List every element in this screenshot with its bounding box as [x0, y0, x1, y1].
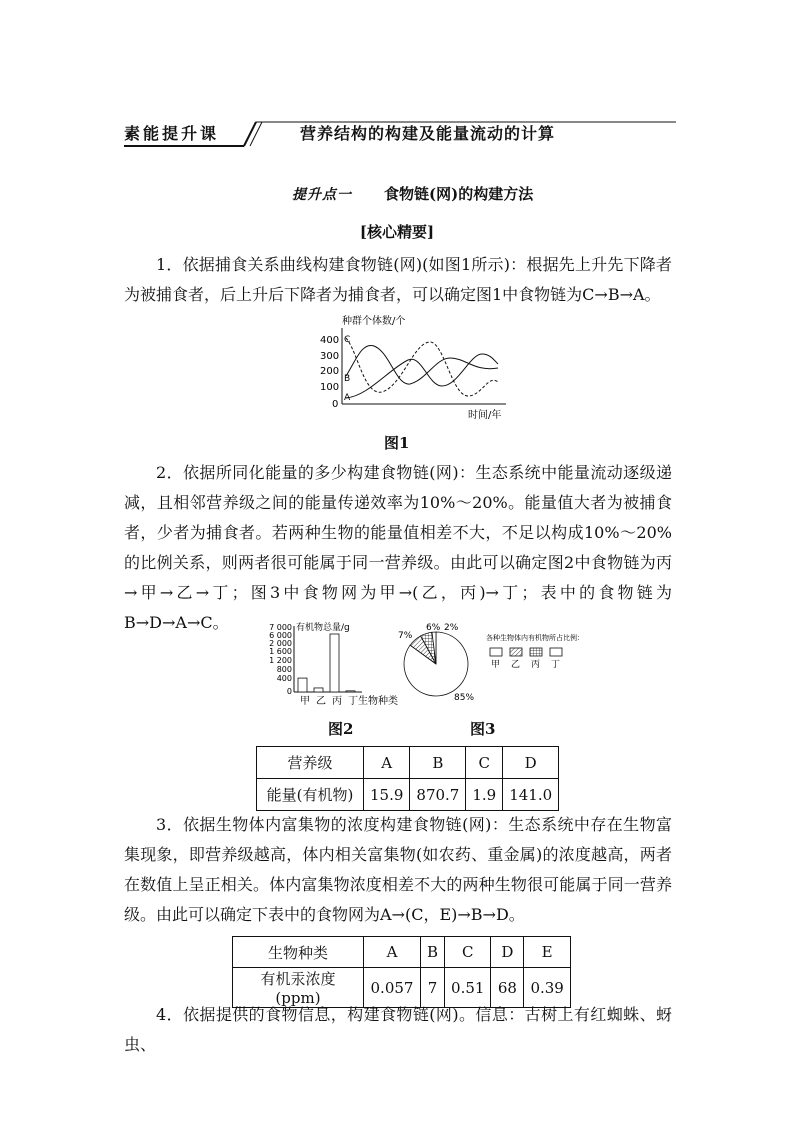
paragraph-3: 3．依据生物体内富集物的浓度构建食物链(网)：生态系统中存在生物富集现象，即营养级越高，体内相关富集物(如农药、重金属)的浓度越高，两者在数值上呈正相关。体内富集物浓度相差不大的两种生物很可能属于同一营养级。	[124, 815, 672, 924]
table-cell: 营养级	[257, 747, 364, 779]
fig3-legend-yi: 乙	[511, 660, 521, 670]
table-cell: 15.9	[364, 779, 410, 811]
table-cell: B	[421, 937, 445, 968]
table-cell: B	[410, 747, 466, 779]
fig2-ytick: 2 000	[269, 639, 292, 648]
fig2-cat-ding: 丁	[348, 696, 358, 707]
table-cell: A	[364, 747, 410, 779]
fig2-ytick: 400	[276, 674, 292, 683]
energy-table	[256, 746, 559, 811]
table-cell: 生物种类	[233, 937, 364, 968]
table-cell: D	[491, 937, 524, 968]
table-cell: 0.51	[445, 968, 491, 1008]
table-row	[257, 779, 559, 811]
table-cell: A	[364, 937, 421, 968]
fig3-legend-swatch-ding	[550, 648, 562, 656]
fig2-bar-丙	[330, 634, 339, 692]
table-cell: 有机汞浓度(ppm)	[233, 968, 364, 1008]
fig2-ytick: 1 600	[269, 647, 292, 656]
table-cell: 1.9	[466, 779, 503, 811]
fig3-label-85: 85%	[454, 693, 475, 703]
fig1-label-b: B	[344, 374, 351, 384]
fig3-legend-swatch-jia	[490, 648, 502, 656]
fig1-ytick-300: 300	[320, 351, 340, 362]
table-cell: C	[445, 937, 491, 968]
fig2-ylabel: 有机物总量/g	[296, 623, 350, 633]
table-cell: E	[524, 937, 570, 968]
fig3-legend-title: 各种生物体内有机物所占比例：	[486, 634, 584, 642]
fig3-label-6: 6%	[426, 623, 441, 633]
fig3-legend-swatch-bing	[530, 648, 542, 656]
fig1-ytick-200: 200	[320, 366, 340, 377]
fig1-xlabel: 时间/年	[468, 410, 502, 421]
table-row	[233, 937, 571, 968]
figure-1-caption: 图1	[384, 434, 410, 452]
fig2-ytick: 1 200	[269, 656, 292, 665]
fig1-ytick-400: 400	[320, 335, 340, 346]
fig2-cat-yi: 乙	[316, 696, 326, 707]
fig2-bar-甲	[298, 678, 307, 692]
fig3-label-7: 7%	[398, 631, 413, 641]
fig1-curve-b	[346, 345, 498, 384]
table-cell: 141.0	[503, 779, 559, 811]
fig3-legend-jia: 甲	[491, 660, 501, 670]
fig2-bar-乙	[314, 688, 323, 692]
fig1-ytick-0: 0	[332, 399, 339, 410]
figure-3-pie-chart	[398, 620, 588, 710]
fig2-ytick: 7 000	[269, 623, 292, 632]
table-cell: 870.7	[410, 779, 466, 811]
fig3-legend-swatch-yi	[510, 648, 522, 656]
fig2-bar-丁	[346, 691, 355, 692]
point-badge	[292, 184, 352, 204]
fig1-ylabel: 种群个体数/个	[342, 316, 406, 327]
table-cell: 0.39	[524, 968, 570, 1008]
table-cell: 能量(有机物)	[257, 779, 364, 811]
fig2-ytick: 6 000	[269, 631, 292, 640]
table-cell: 0.057	[364, 968, 421, 1008]
fig2-cat-bing: 丙	[332, 696, 342, 707]
paragraph-2: 2．依据所同化能量的多少构建食物链(网)：生态系统中能量流动逐级递减，且相邻营养级之间的能量传递效率为10%～20%。能量值大者为被捕食者，少者为捕食者。若两种生物的能量值相差不大，不足以构成10%～20%的比例关系，则两者很可能属于同一营养级。由此可以确定图2中食物链为丙→甲→乙→丁；图3中食物网为甲→(乙，丙)→丁；表中的食物链为B→D→A→C。	[124, 463, 672, 632]
fig1-label-c: C	[344, 335, 351, 345]
point-badge-text: 提升点一	[292, 187, 352, 203]
fig2-xlabel: 生物种类	[358, 696, 398, 707]
page-title: 营养结构的构建及能量流动的计算	[300, 124, 556, 143]
fig3-legend-ding: 丁	[551, 660, 561, 670]
paragraph-4: 4．依据提供的食物信息，构建食物链(网)。信息：古树上有红蜘蛛、蚜虫、	[124, 1005, 672, 1054]
fig3-label-2: 2%	[444, 623, 459, 633]
table-row	[257, 747, 559, 779]
figure-2-bar-chart	[256, 620, 408, 710]
paragraph-1: 1．依据捕食关系曲线构建食物链(网)(如图1所示)：根据先上升先下降者为被捕食者，后上升后下降者为捕食者，可以确定图1中食物链为C→B→A。	[124, 255, 672, 304]
table-cell: D	[503, 747, 559, 779]
table-cell: 7	[421, 968, 445, 1008]
fig1-ytick-100: 100	[320, 382, 340, 393]
point-title: 食物链(网)的构建方法	[384, 185, 534, 203]
fig2-ytick: 0	[286, 687, 292, 696]
table-cell: 68	[491, 968, 524, 1008]
mercury-table	[232, 936, 571, 1008]
figure-2-caption: 图2	[328, 720, 354, 738]
paragraph-3b: 由此可以确定下表中的食物网为A→(C，E)→B→D。	[156, 905, 525, 924]
fig3-legend-bing: 丙	[531, 660, 541, 670]
fig2-ytick: 800	[276, 665, 292, 674]
figure-3-caption: 图3	[470, 720, 496, 738]
banner-label: 素能提升课	[124, 124, 220, 143]
fig1-label-a: A	[344, 393, 351, 403]
table-cell: C	[466, 747, 503, 779]
fig2-cat-jia: 甲	[300, 696, 310, 707]
figure-1-line-chart	[318, 312, 518, 424]
fig1-curve-a	[346, 354, 498, 398]
section-heading: [核心精要]	[359, 223, 435, 241]
